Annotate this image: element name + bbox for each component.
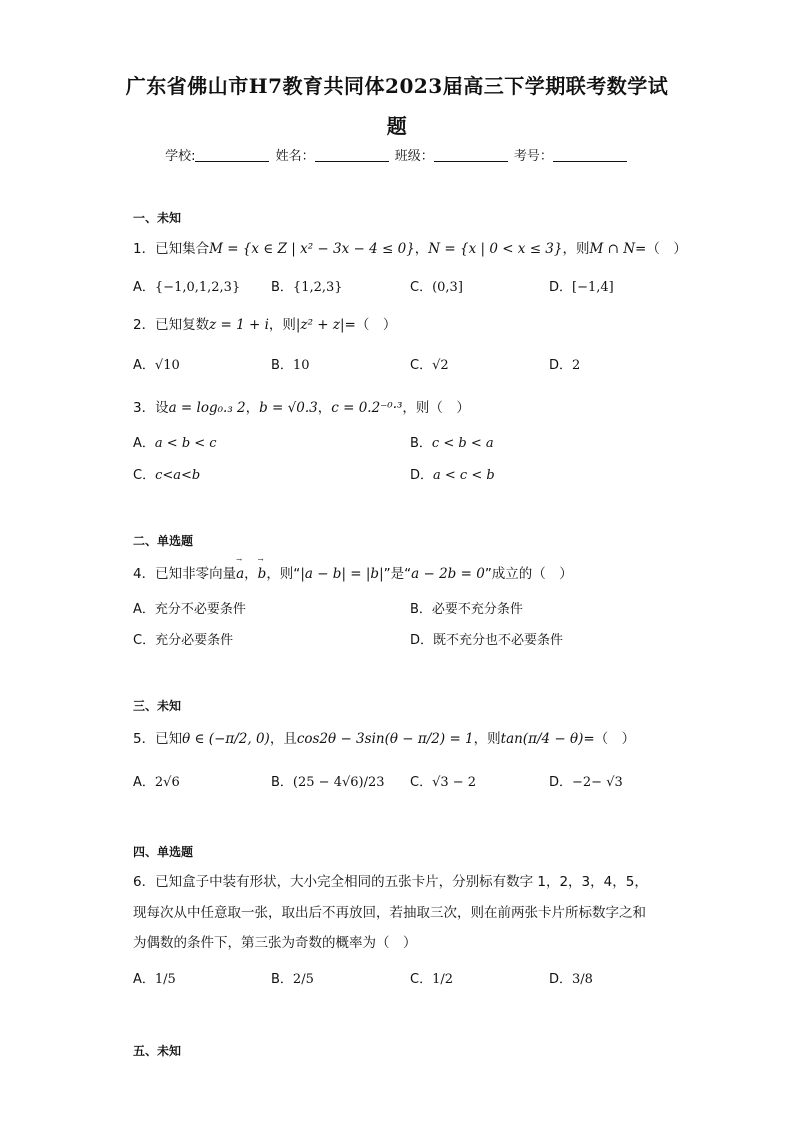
page-title-continued: 题 — [386, 114, 408, 138]
option-c[interactable] — [410, 771, 476, 790]
option-b[interactable] — [271, 354, 309, 373]
option-value: [−1,4] — [572, 280, 614, 295]
question-4-tail: ”成立的（ ） — [484, 566, 573, 582]
var-a: a = log₀.₃ 2 — [168, 400, 246, 416]
question-4: 4．已知非零向量→ a，→ b，则“|a − b| = |b|”是“a − 2b = 0”成立的（ ） — [133, 562, 573, 582]
option-label: C． — [410, 775, 433, 790]
option-value: −2− √3 — [572, 775, 623, 790]
option-b[interactable] — [271, 968, 314, 987]
question-6-line-1: 6．已知盒子中装有形状，大小完全相同的五张卡片，分别标有数字 1，2，3，4，5， — [133, 874, 648, 890]
option-label: D． — [549, 280, 573, 295]
option-label: B． — [410, 436, 432, 451]
option-c[interactable]: C．充分必要条件 — [133, 633, 234, 648]
school-label: 学校: — [165, 149, 196, 164]
option-a[interactable] — [133, 968, 176, 987]
option-label: A． — [133, 280, 155, 295]
option-value: 1/2 — [432, 972, 453, 987]
option-value: {1,2,3} — [292, 280, 343, 295]
condition-2: a − 2b = 0 — [411, 566, 485, 582]
option-label: D． — [549, 358, 573, 373]
mid-text: ，则“ — [266, 566, 301, 582]
page-title: 广东省佛山市H7教育共同体2023届高三下学期联考数学试 — [125, 74, 669, 98]
section-heading-1: 一、未知 — [133, 211, 182, 225]
question-2 — [133, 313, 396, 333]
option-c[interactable] — [410, 968, 453, 987]
question-6-line-2: 现每次从中任意取一张，取出后不再放回，若抽取三次，则在前两张卡片所标数字之和 — [133, 905, 646, 921]
option-value: √3 − 2 — [432, 775, 477, 790]
section-heading-5: 五、未知 — [133, 1044, 182, 1058]
question-5-tail: =（ ） — [583, 731, 636, 747]
option-label: B． — [271, 358, 293, 373]
option-label: C． — [410, 358, 433, 373]
question-4-prefix: 4．已知非零向量 — [133, 566, 237, 582]
option-c[interactable] — [133, 464, 200, 483]
option-value: 2/5 — [292, 972, 314, 987]
option-label: B． — [271, 280, 293, 295]
option-label: C． — [133, 468, 156, 483]
var-c: c = 0.2⁻⁰·³ — [331, 400, 403, 416]
option-label: A． — [133, 775, 155, 790]
intersection-expr: M ∩ N — [589, 241, 636, 257]
then-text: ，则 — [268, 317, 296, 333]
vector-b: → b — [258, 566, 267, 582]
option-b[interactable] — [271, 276, 343, 295]
option-value: (25 − 4√6)/23 — [292, 775, 385, 790]
option-label: A． — [133, 358, 155, 373]
section-heading-4: 四、单选题 — [133, 845, 194, 859]
option-label: B． — [271, 972, 293, 987]
is-text: ”是“ — [383, 566, 412, 582]
option-a[interactable] — [133, 771, 180, 790]
option-label: B． — [271, 775, 293, 790]
option-label: C． — [410, 280, 433, 295]
option-label: D． — [549, 775, 573, 790]
option-value: a < c < b — [433, 468, 495, 483]
then-text: ，则 — [562, 241, 590, 257]
question-3-tail: ，则（ ） — [402, 400, 470, 416]
option-label: A． — [133, 436, 155, 451]
option-value: 2√6 — [154, 775, 180, 790]
option-value: 1/5 — [154, 972, 176, 987]
option-b[interactable] — [410, 432, 494, 451]
question-1 — [133, 237, 687, 257]
option-value: 10 — [292, 358, 310, 373]
option-value: (0,3] — [432, 280, 463, 295]
number-label: 考号： — [513, 149, 553, 164]
equation: cos2θ − 3sin(θ − π/2) = 1 — [296, 731, 474, 747]
question-5-prefix: 5．已知 — [133, 731, 183, 747]
option-value: c < b < a — [431, 436, 494, 451]
option-value: a < b < c — [154, 436, 217, 451]
option-label: A． — [133, 972, 155, 987]
modulus-expr: |z² + z| — [295, 317, 345, 333]
question-2-tail: =（ ） — [344, 317, 397, 333]
separator: ， — [414, 241, 429, 257]
set-m: M = {x ∈ Z | x² − 3x − 4 ≤ 0} — [209, 241, 415, 257]
option-value: {−1,0,1,2,3} — [154, 280, 241, 295]
option-a[interactable] — [133, 276, 240, 295]
question-6-line-3: 为偶数的条件下，第三张为奇数的概率为（ ） — [133, 935, 417, 951]
set-n: N = {x | 0 < x ≤ 3} — [428, 241, 563, 257]
number-blank[interactable] — [553, 149, 627, 162]
option-a[interactable] — [133, 354, 180, 373]
option-label: D． — [549, 972, 573, 987]
option-b[interactable]: B．必要不充分条件 — [410, 602, 523, 617]
class-label: 班级： — [394, 149, 434, 164]
option-c[interactable] — [410, 276, 463, 295]
option-value: c<a<b — [155, 468, 201, 483]
option-value: √2 — [432, 358, 449, 373]
option-a[interactable]: A．充分不必要条件 — [133, 602, 246, 617]
option-value: √10 — [154, 358, 180, 373]
student-info-line — [0, 145, 794, 164]
question-3: 3．设a = log₀.₃ 2，b = √0.3，c = 0.2⁻⁰·³，则（ ） — [133, 400, 470, 416]
option-d[interactable] — [549, 771, 623, 790]
question-5 — [133, 727, 635, 747]
complex-z: z = 1 + i — [209, 317, 269, 333]
option-d[interactable] — [410, 464, 495, 483]
section-heading-3: 三、未知 — [133, 699, 182, 713]
var-b: b = √0.3 — [259, 400, 318, 416]
option-d[interactable] — [549, 276, 614, 295]
option-value: 3/8 — [572, 972, 593, 987]
option-label: D． — [410, 468, 434, 483]
option-d[interactable] — [549, 354, 580, 373]
option-label: C． — [410, 972, 433, 987]
name-label: 姓名： — [275, 149, 315, 164]
theta-range: θ ∈ (−π/2, 0) — [182, 731, 270, 747]
vector-a: → a — [236, 566, 244, 582]
question-2-prefix: 2．已知复数 — [133, 317, 210, 333]
question-1-tail: =（ ） — [635, 241, 687, 257]
mid-text: ，且 — [269, 731, 297, 747]
option-value: 2 — [572, 358, 581, 373]
option-b[interactable] — [271, 771, 385, 790]
condition-1: |a − b| = |b| — [300, 566, 384, 582]
school-blank[interactable] — [195, 149, 269, 162]
option-a[interactable] — [133, 432, 217, 451]
question-1-prefix: 1．已知集合 — [133, 241, 210, 257]
question-3-prefix: 3．设 — [133, 400, 169, 416]
then-text: ，则 — [473, 731, 501, 747]
class-blank[interactable] — [434, 149, 508, 162]
section-heading-2: 二、单选题 — [133, 534, 194, 548]
option-c[interactable] — [410, 354, 449, 373]
tan-expr: tan(π/4 − θ) — [500, 731, 584, 747]
option-d[interactable] — [549, 968, 593, 987]
name-blank[interactable] — [315, 149, 389, 162]
option-d[interactable]: D．既不充分也不必要条件 — [410, 633, 564, 648]
